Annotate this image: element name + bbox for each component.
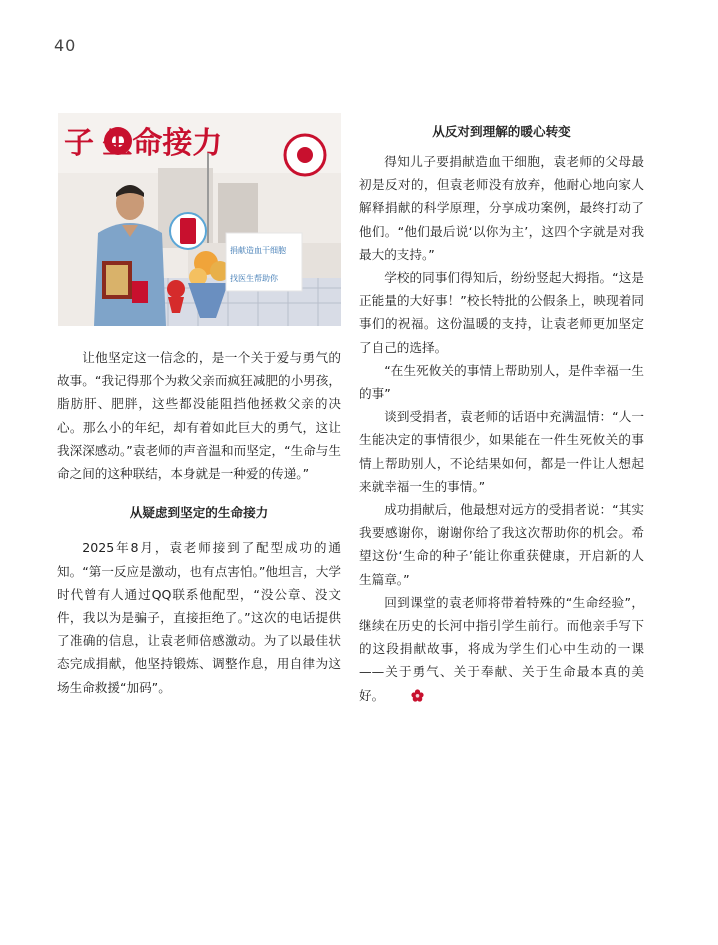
left-paragraph-1: 让他坚定这一信念的，是一个关于爱与勇气的故事。“我记得那个为救父亲而疯狂减肥的小男孩，脂肪肝、肥胖，这些都没能阻挡他拯救父亲的决心。那么小的年纪，却有着如此巨大的勇气，这让我深深感动。”袁老师的声音温和而坚定，“生命与生命之间的这种联结，本身就是一种爱的传递。” <box>57 350 341 482</box>
banner <box>64 127 222 160</box>
right-paragraph-6: 回到课堂的袁老师将带着特殊的“生命经验”，继续在历史的长河中指引学生前行。而他亲手写下的这段捐献故事，将成为学生们心中生动的一课——关于勇气、关于奉献、关于生命最本真的美好。 <box>359 594 644 703</box>
right-paragraph-1: 得知儿子要捐献造血干细胞，袁老师的父母最初是反对的，但袁老师没有放弃，他耐心地向家人解释捐献的科学原理，分享成功案例，最终打动了他们。“他们最后说‘以你为主’，这四个字就是对我最大的支持。” <box>359 154 644 262</box>
red-flower-icon <box>386 686 424 709</box>
right-paragraph-2: 学校的同事们得知后，纷纷竖起大拇指。“这是正能量的大好事！”校长特批的公假条上，映现着同事们的祝福。这份温暖的支持，让袁老师更加坚定了自己的选择。 <box>359 270 644 355</box>
section-heading-opposition-to-understanding: 从反对到理解的暖心转变 <box>432 124 571 139</box>
sign-text-2: 找医生帮助你 <box>230 274 278 283</box>
right-paragraph-5: 成功捐献后，他最想对远方的受捐者说：“其实我要感谢你，谢谢你给了我这次帮助你的机会。希望这份‘生命的种子’能让你重获健康，开启新的人生篇章。” <box>359 502 644 587</box>
left-column <box>57 346 341 699</box>
right-paragraph-4: 谈到受捐者，袁老师的话语中充满温情：“人一生能决定的事情很少，如果能在一件生死攸关的事情上帮助别人，不论结果如何，都是一件让人想起来就幸福一生的事情。” <box>359 409 644 494</box>
donation-photo <box>58 113 341 326</box>
right-column <box>359 150 644 709</box>
right-paragraph-3: “在生死攸关的事情上帮助别人，是件幸福一生的事” <box>359 362 644 402</box>
left-paragraph-2: 2025年8月，袁老师接到了配型成功的通知。“第一反应是激动，也有点害怕。”他坦言，大学时代曾有人通过QQ联系他配型，“没公章、没文件，我以为是骗子，直接拒绝了。”这次的电话提供了准确的信息，让袁老师倍感激动。为了以最佳状态完成捐献，他坚持锻炼、调整作息，用自律为这场生命救援“加码”。 <box>57 540 341 695</box>
sign-text-1: 捐献造血干细胞 <box>230 246 286 255</box>
section-heading-doubt-to-firm: 从疑虑到坚定的生命接力 <box>129 505 269 521</box>
page-number: 40 <box>54 36 77 55</box>
banner-text: 子 生命接力 <box>64 127 223 160</box>
right-paragraph-6-wrap <box>359 591 644 709</box>
